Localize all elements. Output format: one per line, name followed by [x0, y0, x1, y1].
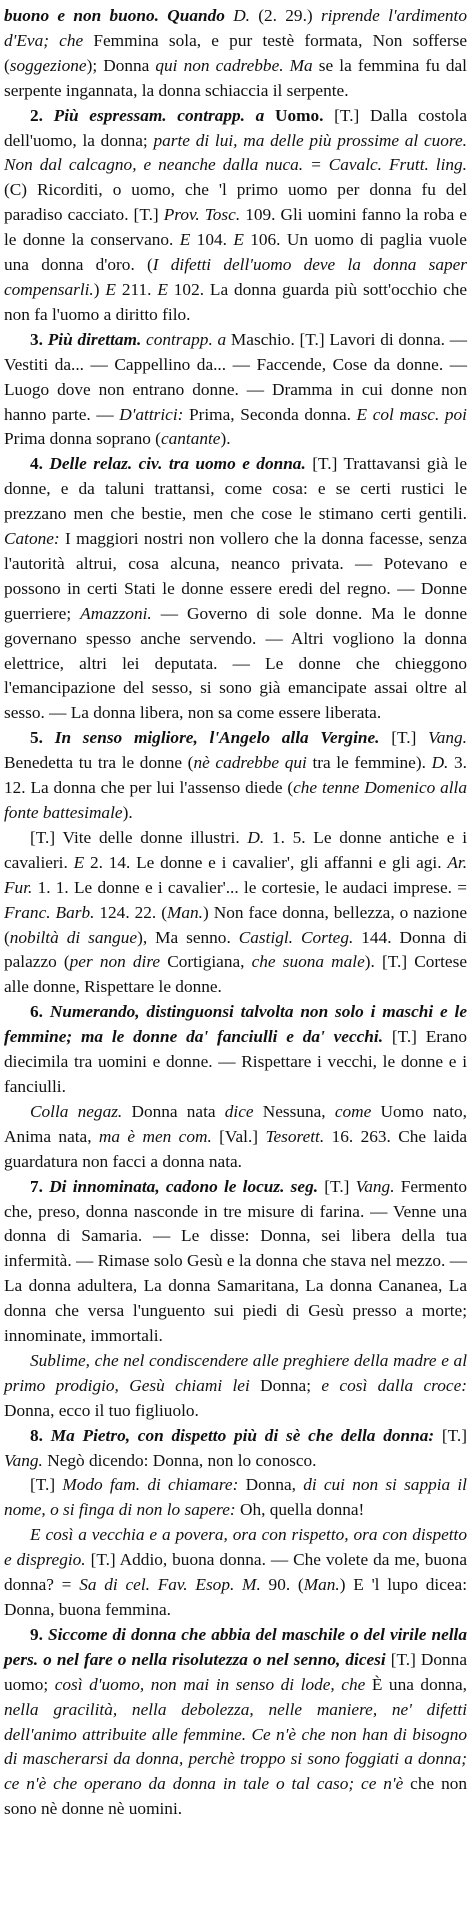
text-run: ce n'è che operano da donna in tale o tal caso; ce n'è — [4, 1774, 404, 1794]
entry-sense-7-sublime — [4, 1349, 467, 1424]
text-run: [T.] Addio, buona donna. — Che volete da me, buona donna? = — [4, 1550, 467, 1595]
text-run: Man. — [303, 1575, 340, 1595]
text-run: 211. — [115, 279, 158, 299]
text-run: E — [179, 230, 191, 250]
text-run: (C) Ricorditi, o uomo, che 'l primo uomo per donna fu del paradiso cacciato. [T.] — [4, 180, 467, 225]
text-run: 109. Gli uomini fanno la roba e le donne la conservano. — [4, 205, 467, 250]
text-run: Franc. Barb. — [4, 902, 95, 922]
text-run: se la femmina fu dal serpente ingannata, la donna schiaccia il serpente. — [4, 55, 467, 100]
text-run: E — [73, 852, 85, 872]
entry-sense-3 — [4, 328, 467, 453]
text-run: per non dire — [69, 952, 161, 972]
text-run: Oh, quella donna! — [235, 1500, 365, 1520]
text-run: 2. 14. Le donne e i cavalier', gli affanni e gli agi. — [84, 852, 448, 872]
text-run: ) Non face donna, bellezza, o nazione ( — [4, 902, 468, 947]
text-run: tra le femmine). — [306, 753, 432, 773]
text-run: Colla negaz. — [30, 1101, 123, 1121]
text-run: ); Donna — [86, 55, 156, 75]
entry-sense-6 — [4, 1000, 467, 1100]
text-run: Più espressam. contrapp. a — [53, 105, 265, 125]
text-run: [T.] — [434, 1425, 467, 1445]
text-run: I maggiori nostri non vollero che la donna facesse, senza l'autorità altrui, cosa alcuna, neanco privata. — Potevano e possono in certi Stati le donne essere eredi del regno. — Donne guerriere; — [4, 529, 467, 623]
entry-sense-7 — [4, 1175, 467, 1349]
text-run: ) E 'l lupo dicea: Donna, buona femmina. — [4, 1575, 468, 1619]
text-run: Catone: — [4, 529, 60, 549]
entry-sense-5-cont — [4, 826, 467, 1000]
text-run: così d'uomo, non mai in senso di lode, che — [54, 1674, 366, 1694]
text-run: E così a vecchia e a povera, ora con rispetto, ora con dispetto e dispregio. — [4, 1525, 467, 1570]
text-run: riprende l'ardimento d'Eva; che — [4, 6, 467, 50]
text-run: D. — [431, 753, 449, 773]
text-run: Uomo nato, Anima nata, — [4, 1101, 468, 1146]
text-run: Siccome di donna che abbia del maschile o del virile nella pers. o nel fare o nella risolutezza o nel senno, dicesi — [4, 1624, 467, 1669]
entry-sense-4 — [4, 452, 467, 726]
text-run: nè cadrebbe qui — [193, 753, 307, 773]
text-run: 124. 22. ( — [94, 902, 167, 922]
text-run: nobiltà di sangue — [9, 927, 138, 947]
text-run: [Val.] — [211, 1126, 266, 1146]
text-run: Negò dicendo: Donna, non lo conosco. — [42, 1450, 317, 1470]
text-run: nella gracilità, nella debolezza, nelle maniere, ne' difetti dell'animo attribuite alle femmine. Ce n'è che non han di bisogno di mascherarsi da donna, perchè troppo si sono foggiati a donna; — [4, 1699, 467, 1769]
text-run: E — [105, 279, 116, 299]
text-run: Modo fam. di chiamare: — [62, 1475, 239, 1495]
text-run: E — [233, 230, 244, 250]
text-run: Donna, — [238, 1475, 304, 1495]
text-run: Delle relaz. civ. tra uomo e donna. — [49, 454, 306, 474]
text-run: e così dalla croce: — [321, 1375, 468, 1395]
entry-sense-8-old-woman — [4, 1523, 467, 1623]
text-run: Amazzoni. — [80, 603, 152, 623]
text-run: [T.] Dalla costola dell'uomo, la donna; — [4, 105, 468, 150]
text-run: Man. — [166, 902, 203, 922]
text-run: Prima, Seconda donna. — [183, 404, 357, 424]
text-run: [T.] — [318, 1176, 356, 1196]
text-run: Femmina sola, e pur testè formata, Non sofferse ( — [4, 30, 467, 75]
text-run: 144. Donna di palazzo ( — [4, 927, 467, 972]
text-run: D'attrici: — [119, 404, 184, 424]
text-run: Vang. — [355, 1176, 395, 1196]
text-run: parte di lui, ma delle più prossime al cuore. Non dal calcagno, e neanche dalla nuca. = Cavalc. Frutt. ling. — [4, 130, 467, 175]
text-run: D. — [233, 6, 250, 25]
text-run: 104. — [190, 230, 234, 250]
text-run: soggezione — [9, 55, 87, 75]
text-run: Fermento che, preso, donna nasconde in tre misure di farina. — Venne una donna di Samaria. — Le disse: Donna, sei libera della tua infermità. — Rimase solo Gesù e la donna che stava nel mezzo. — La donna adultera, La donna Samaritana, La donna Cananea, La donna che versa l'unguento sui piedi di Gesù presso a morte; innominate, immortali. — [4, 1176, 468, 1346]
text-run: 102. La donna guarda più sott'occhio che non fa l'uomo a diritto filo. — [4, 279, 468, 324]
text-run: (2. 29.) — [250, 6, 321, 25]
text-run: di cui non si sappia il nome, o si finga di non lo sapere: — [4, 1475, 467, 1520]
text-run: Vang. — [4, 1450, 43, 1470]
text-run: I difetti dell'uomo deve la donna saper compensarli. — [4, 255, 467, 299]
text-run: qui non cadrebbe. Ma — [155, 55, 313, 75]
text-run: 5. — [30, 728, 55, 748]
text-run: buono e non buono. Quando — [4, 6, 234, 25]
text-run: 6. — [30, 1002, 50, 1022]
text-run: [T.] Donna uomo; — [4, 1649, 467, 1694]
text-run: dice — [224, 1101, 254, 1121]
text-run: 1. 1. Le donne e i cavalier'... le cortesie, le audaci imprese. = — [32, 877, 467, 897]
text-run: Cortigiana, — [160, 952, 252, 972]
text-run: Prima donna soprano ( — [4, 429, 161, 449]
text-run: [T.] Trattavansi già le donne, e da taluni trattansi, come cosa: e se certi rustici le prezzano men che bestie, men che cose le stimano certi gentili. — [4, 454, 468, 524]
text-run: Sa di cel. Fav. Esop. M. — [79, 1575, 261, 1595]
text-run: [T.] Erano diecimila tra uomini e donne. — Rispettare i vecchi, le donne e i fanciulli. — [4, 1027, 467, 1096]
text-run: Donna; — [249, 1375, 322, 1395]
text-run: come — [334, 1101, 372, 1121]
text-run: D. — [247, 827, 265, 847]
text-run: ), Ma senno. — [137, 927, 239, 947]
text-run: 3. — [30, 329, 48, 349]
entry-sense-6-negation — [4, 1100, 467, 1175]
text-run: [T.] Vite delle donne illustri. — [30, 827, 248, 847]
text-run: E col masc. poi — [356, 404, 467, 424]
text-run: 9. — [30, 1624, 48, 1644]
text-run: 1. 5. Le donne antiche e i cavalieri. — [4, 827, 467, 872]
text-run: [T.] — [30, 1475, 63, 1495]
text-run: che tenne Domenico alla fonte battesimale — [4, 778, 467, 822]
entry-intro — [4, 4, 467, 104]
text-run: 8. — [30, 1425, 51, 1445]
text-run: Tesorett. — [265, 1126, 325, 1146]
text-run: ma è men com. — [98, 1126, 212, 1146]
text-run: 7. — [30, 1176, 50, 1196]
text-run: che non sono nè donne nè uomini. — [4, 1774, 467, 1819]
text-run: Donna nata — [122, 1101, 225, 1121]
entry-sense-5 — [4, 726, 467, 826]
text-run: 106. Un uomo di paglia vuole una donna d'oro. ( — [4, 230, 467, 275]
text-run: Numerando, distinguonsi talvolta non solo i maschi e le femmine; ma le donne da' fanciulli e da' vecchi. — [4, 1002, 468, 1047]
text-run: In senso migliore, l'Angelo alla Vergine. — [54, 728, 380, 748]
text-run: cantante — [160, 429, 221, 449]
text-run: 16. 263. Che laida guardatura non facci a donna nata. — [4, 1126, 468, 1171]
text-run: Più direttam. — [47, 329, 147, 349]
text-run: Castigl. Corteg. — [238, 927, 354, 947]
text-run: Di innominata, cadono le locuz. seg. — [49, 1176, 319, 1196]
text-run: Sublime, che nel condiscendere alle preghiere della madre e al primo prodigio, Gesù chiami lei — [4, 1350, 467, 1395]
text-run: Donna, ecco il tuo figliuolo. — [4, 1400, 199, 1420]
text-run: 90. ( — [260, 1575, 304, 1595]
text-run: ). [T.] Cortese alle donne, Rispettare le donne. — [4, 952, 467, 997]
text-run: E — [157, 279, 168, 299]
text-run: — Governo di sole donne. Ma le donne governano spesso anche servendo. — Altri vogliono la donna elettrice, altri lei deputata. — Le donne che chieggono l'emancipazione del sesso, si sono già emancipate assai oltre al sesso. — La donna libera, non sa come essere liberata. — [4, 603, 468, 723]
entry-sense-8 — [4, 1424, 467, 1474]
text-run: Maschio. [T.] Lavori di donna. — Vestiti da... — Cappellino da... — Faccende, Cose da donne. — Luogo dove non entrano donne. — Dramma in cui donne non hanno parte. — — [4, 329, 467, 424]
text-run: Nessuna, — [253, 1101, 335, 1121]
entry-sense-9 — [4, 1623, 467, 1822]
entry-sense-2 — [4, 104, 467, 328]
text-run: Ar. Fur. — [4, 852, 468, 897]
text-run: ). — [220, 429, 231, 449]
text-run: Ma Pietro, con dispetto più di sè che della donna: — [50, 1425, 435, 1445]
text-run: ) — [93, 279, 106, 299]
entry-sense-8-familiar — [4, 1473, 467, 1523]
text-run: [T.] — [379, 728, 429, 748]
text-run: È una donna, — [365, 1674, 467, 1694]
text-run: Benedetta tu tra le donne ( — [4, 753, 194, 773]
text-run: 2. — [30, 105, 54, 125]
text-run: che suona male — [251, 952, 365, 972]
text-run: ). — [122, 803, 133, 822]
text-run: Vang. — [428, 728, 467, 748]
text-run: Uomo. — [264, 105, 335, 125]
text-run: 3. 12. La donna che per lui l'assenso diede ( — [4, 753, 467, 798]
text-run: contrapp. a — [146, 329, 227, 349]
text-run: 4. — [30, 454, 50, 474]
text-run: Prov. Tosc. — [163, 205, 241, 225]
